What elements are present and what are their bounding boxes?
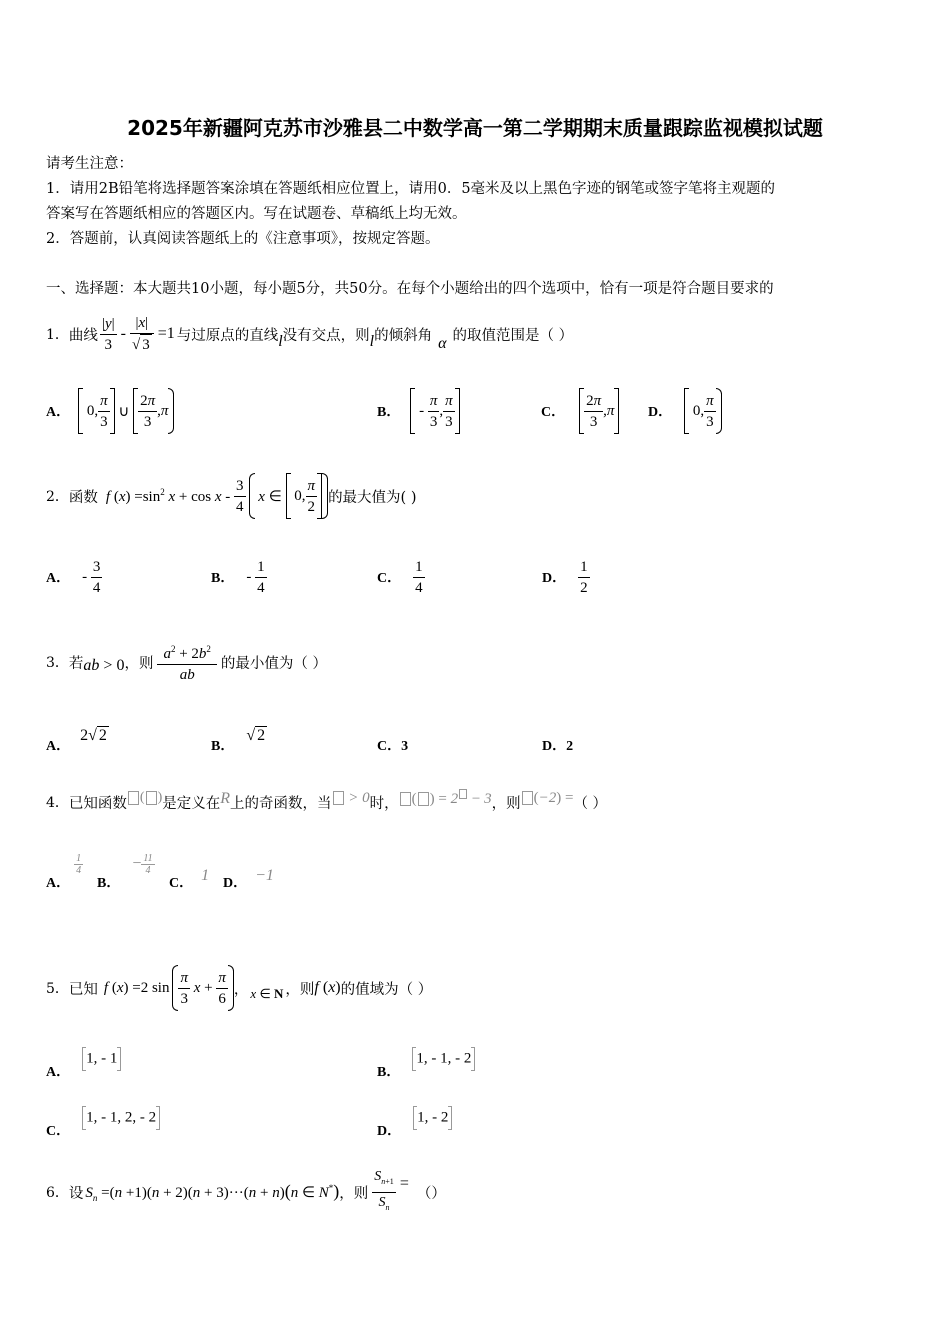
option-label: B．	[97, 876, 121, 891]
option-math: √ 2	[246, 726, 266, 744]
notice-item-1-line-2: 答案写在答题纸相应的答题区内。写在试题卷、草稿纸上均无效。	[46, 206, 467, 222]
question-text: 的倾斜角	[374, 327, 433, 344]
question-1	[46, 298, 573, 370]
q3-option-d[interactable]	[542, 730, 573, 760]
q2-option-a[interactable]	[46, 553, 102, 601]
question-text: （ ）	[573, 795, 608, 812]
option-label: D．	[223, 876, 248, 891]
q1-option-a[interactable]	[46, 385, 174, 437]
notice-item-2: 2．答题前，认真阅读答题纸上的《注意事项》，按规定答题。	[46, 231, 440, 247]
question-number: 5．	[46, 981, 69, 997]
option-label: D．	[542, 571, 567, 586]
question-text: 的最大值为( )	[328, 489, 417, 506]
option-math: 1, - 1	[82, 1047, 121, 1071]
option-label: A．	[46, 876, 71, 891]
option-math: 1, - 1, 2, - 2	[82, 1106, 160, 1130]
question-text: 已知	[68, 981, 98, 998]
target-image: (−2) =	[521, 790, 574, 807]
line-symbol: l	[278, 333, 283, 350]
q4-option-b[interactable]	[97, 848, 155, 892]
section-heading: 一、选择题：本大题共10小题，每小题5分，共50分。在每个小题给出的四个选项中，恰有一项是符合题目要求的	[46, 281, 774, 297]
question-number: 6．	[46, 1185, 69, 1201]
option-math: - $\frac{\pi}{3}$ , $\frac{\pi}{3}$	[410, 388, 459, 434]
option-label: B．	[211, 571, 235, 586]
option-math: - $\frac{1}{4}$	[246, 558, 265, 596]
option-label: D．	[648, 405, 673, 420]
question-2	[46, 468, 417, 524]
function-formula: f $(x) =\sin^2$ x + cos x - $\frac{3}{4}$ x ∈ 0, $\frac{\pi}{2}$	[106, 473, 328, 519]
q4-option-d[interactable]	[223, 848, 274, 892]
question-text: 设	[68, 1185, 84, 1202]
question-text: 若	[68, 655, 84, 672]
question-text: 的最小值为（ ）	[220, 655, 328, 672]
ratio-formula: $\frac{S_{n+1}}{S_n}$	[374, 1168, 394, 1212]
question-text: 的取值范围是（ ）	[452, 327, 574, 344]
option-math: $\frac{1}{2}$	[580, 558, 588, 596]
option-math: 2√ 2	[80, 726, 107, 744]
q4-option-a[interactable]	[46, 848, 83, 892]
domain-formula: x ∈ N	[250, 986, 284, 1001]
option-label: C．3	[377, 739, 409, 754]
alpha-symbol: α	[438, 335, 447, 352]
condition-image: > 0	[332, 790, 370, 807]
q3-option-b[interactable]	[211, 724, 267, 754]
equals-sign: =	[399, 1175, 409, 1192]
q1-option-d[interactable]	[648, 385, 722, 437]
curve-formula: $\frac{|y|}{3}$ - $\frac{|x|}{√ 3}$ =1	[101, 315, 175, 353]
q5-option-d[interactable]	[377, 1105, 452, 1139]
question-text: 没有交点，则	[282, 327, 370, 344]
line-symbol: l	[369, 333, 375, 350]
formula-image: ( ) = 2 − 3	[399, 789, 492, 808]
option-label: B．	[377, 405, 401, 420]
question-number: 4．	[46, 795, 69, 811]
option-math: $\frac{1}{4}$	[415, 558, 423, 596]
q5-option-c[interactable]	[46, 1105, 160, 1139]
question-text: ，则	[491, 795, 521, 812]
option-label: C．	[46, 1124, 71, 1139]
question-text: 时，	[369, 795, 399, 812]
option-math: −	[132, 855, 142, 872]
notice-item-1-line-1: 1．请用2B铅笔将选择题答案涂填在答题纸相应位置上，请用0．5毫米及以上黑色字迹的钢笔或签字笔将主观题的	[46, 181, 776, 197]
q5-option-a[interactable]	[46, 1046, 121, 1080]
option-math: 1, - 1, - 2	[412, 1047, 475, 1071]
q1-option-b[interactable]	[377, 385, 460, 437]
condition-formula: ab > 0	[83, 657, 125, 674]
option-math: $\frac{2\pi}{3}$ ,π	[579, 388, 619, 434]
question-text: ，则	[124, 655, 154, 672]
q2-option-d[interactable]	[542, 553, 590, 601]
page-title: 2025年新疆阿克苏市沙雅县二中数学高一第二学期期末质量跟踪监视模拟试题	[127, 116, 823, 140]
question-text: ，则	[339, 1185, 369, 1202]
question-5	[46, 960, 432, 1016]
option-label: A．	[46, 739, 71, 754]
option-label: D．	[377, 1124, 402, 1139]
option-label: A．	[46, 571, 71, 586]
option-math: 1	[201, 867, 210, 884]
option-label: D．2	[542, 739, 574, 754]
option-label: C．	[169, 876, 194, 891]
question-text: 的值域为（ ）	[340, 981, 433, 998]
option-label: A．	[46, 1065, 71, 1080]
q3-option-c[interactable]	[377, 730, 408, 760]
q5-option-b[interactable]	[377, 1046, 475, 1080]
question-number: 3．	[46, 655, 69, 671]
option-label: C．	[541, 405, 566, 420]
q2-option-c[interactable]	[377, 553, 425, 601]
option-math: 0, $\frac{\pi}{3}$ ∪ $\frac{2\pi}{3}$ ,π	[78, 388, 174, 434]
option-math: $\frac{11}{4}$	[143, 852, 153, 876]
option-math: - $\frac{3}{4}$	[82, 558, 101, 596]
question-6	[46, 1164, 446, 1220]
question-text: ，	[233, 981, 249, 998]
q2-option-b[interactable]	[211, 553, 267, 601]
question-3	[46, 636, 327, 688]
option-label: B．	[377, 1065, 401, 1080]
real-set-symbol: R	[220, 790, 231, 807]
question-text: ，则	[285, 981, 315, 998]
question-text: 曲线	[68, 327, 98, 344]
question-text: 函数	[68, 489, 98, 506]
question-text: 与过原点的直线	[176, 327, 279, 344]
question-number: 2．	[46, 489, 69, 505]
option-label: C．	[377, 571, 402, 586]
function-formula: f (x) =2 sin $\frac{\pi}{3}$ x + $\frac{\pi}{6}$	[104, 965, 234, 1011]
q1-option-c[interactable]	[541, 385, 619, 437]
expression-formula: $\frac{a^2 + 2b^2}{ab}$	[157, 639, 216, 685]
question-number: 1．	[46, 327, 69, 343]
function-image: ( )	[127, 790, 162, 806]
question-text: 上的奇函数，当	[230, 795, 332, 812]
function-symbol: f (x)	[314, 979, 341, 996]
question-text: 已知函数	[68, 795, 127, 812]
option-math: 0, $\frac{\pi}{3}$	[684, 388, 722, 434]
sequence-formula: $S_n =(n +1)(n + 2)(n + 3)\cdot\cdot\cdot(n + n)(n$ ∈ N*)	[85, 1181, 340, 1203]
notice-heading: 请考生注意：	[46, 156, 133, 172]
q3-option-a[interactable]	[46, 724, 109, 754]
option-label: B．	[211, 739, 235, 754]
option-math: −1	[255, 867, 274, 884]
q4-option-c[interactable]	[169, 848, 209, 892]
question-text: （）	[416, 1185, 446, 1202]
option-math: $\frac{1}{4}$	[76, 852, 82, 876]
option-math: 1, - 2	[413, 1106, 452, 1130]
option-label: A．	[46, 405, 71, 420]
question-4	[46, 788, 607, 816]
question-text: 是定义在	[162, 795, 221, 812]
